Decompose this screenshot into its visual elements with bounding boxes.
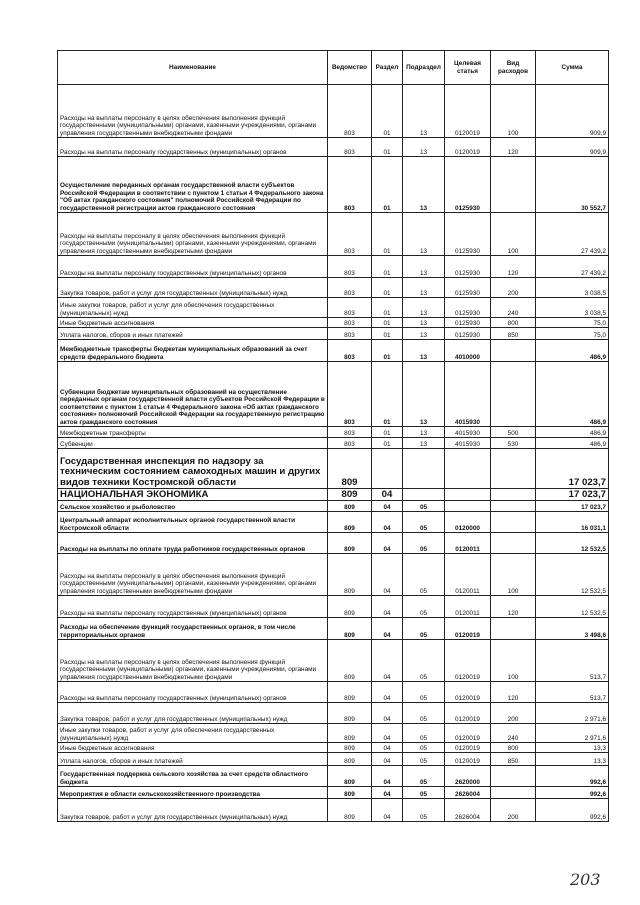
cell-razdel: 01 bbox=[372, 318, 403, 328]
cell-summa: 75,0 bbox=[536, 318, 609, 328]
cell-vid-rashodov: 240 bbox=[491, 298, 536, 318]
cell-razdel: 04 bbox=[372, 596, 403, 618]
cell-podrazdel: 05 bbox=[403, 501, 445, 512]
cell-summa: 13,3 bbox=[536, 743, 609, 753]
cell-podrazdel: 13 bbox=[403, 318, 445, 328]
cell-summa: 13,3 bbox=[536, 753, 609, 766]
cell-vid-rashodov: 200 bbox=[491, 278, 536, 298]
cell-razdel: 04 bbox=[372, 703, 403, 724]
cell-razdel: 04 bbox=[372, 799, 403, 822]
cell-podrazdel: 05 bbox=[403, 512, 445, 533]
cell-razdel: 04 bbox=[372, 682, 403, 703]
table-row bbox=[58, 138, 609, 157]
cell-name: Закупка товаров, работ и услуг для государственных (муниципальных) нужд bbox=[58, 703, 328, 724]
cell-name: Субвенции bbox=[58, 438, 328, 449]
cell-name: Закупка товаров, работ и услуг для государственных (муниципальных) нужд bbox=[58, 278, 328, 298]
table-row bbox=[58, 640, 609, 682]
handwritten-page-number: 203 bbox=[570, 870, 601, 889]
table-row bbox=[58, 213, 609, 256]
cell-celevaya-statya: 0120000 bbox=[445, 512, 491, 533]
cell-razdel: 01 bbox=[372, 278, 403, 298]
cell-name: Расходы на выплаты персоналу государственных (муниципальных) органов bbox=[58, 596, 328, 618]
cell-podrazdel: 05 bbox=[403, 753, 445, 766]
cell-podrazdel: 05 bbox=[403, 766, 445, 787]
cell-name: Государственная инспекция по надзору за техническим состоянием самоходных машин и других видов техники Костромской области bbox=[58, 449, 328, 489]
cell-vedomstvo: 809 bbox=[328, 640, 372, 682]
table-row bbox=[58, 618, 609, 640]
cell-vedomstvo: 809 bbox=[328, 533, 372, 554]
cell-vedomstvo: 809 bbox=[328, 489, 372, 501]
cell-name: Расходы на выплаты персоналу в целях обеспечения выполнения функций государственными (муниципальными) органами, казенными учреждениями, органами управления государственными внебюджетными фондами bbox=[58, 85, 328, 138]
cell-summa: 17 023,7 bbox=[536, 449, 609, 489]
header-celevaya-statya: Целевая статья bbox=[445, 51, 491, 85]
cell-podrazdel bbox=[403, 489, 445, 501]
cell-name: Закупка товаров, работ и услуг для государственных (муниципальных) нужд bbox=[58, 799, 328, 822]
cell-celevaya-statya: 2620000 bbox=[445, 766, 491, 787]
cell-podrazdel: 13 bbox=[403, 438, 445, 449]
cell-summa: 12 532,5 bbox=[536, 533, 609, 554]
cell-razdel: 04 bbox=[372, 766, 403, 787]
cell-vid-rashodov: 100 bbox=[491, 213, 536, 256]
cell-podrazdel: 13 bbox=[403, 157, 445, 213]
cell-summa: 513,7 bbox=[536, 640, 609, 682]
cell-vid-rashodov bbox=[491, 533, 536, 554]
cell-razdel: 04 bbox=[372, 743, 403, 753]
cell-podrazdel: 13 bbox=[403, 362, 445, 427]
cell-name: Расходы на выплаты персоналу государственных (муниципальных) органов bbox=[58, 138, 328, 157]
cell-summa: 3 038,5 bbox=[536, 278, 609, 298]
cell-vid-rashodov bbox=[491, 340, 536, 362]
cell-summa: 27 439,2 bbox=[536, 256, 609, 278]
cell-celevaya-statya: 2626004 bbox=[445, 787, 491, 799]
cell-summa: 12 532,5 bbox=[536, 596, 609, 618]
cell-vid-rashodov: 850 bbox=[491, 753, 536, 766]
cell-celevaya-statya: 0125930 bbox=[445, 298, 491, 318]
cell-podrazdel: 13 bbox=[403, 340, 445, 362]
cell-vid-rashodov: 530 bbox=[491, 438, 536, 449]
cell-vid-rashodov: 120 bbox=[491, 682, 536, 703]
cell-vid-rashodov: 240 bbox=[491, 724, 536, 743]
cell-name: Расходы на обеспечение функций государственных органов, в том числе территориальных органов bbox=[58, 618, 328, 640]
table-row bbox=[58, 703, 609, 724]
cell-razdel: 01 bbox=[372, 427, 403, 438]
cell-vedomstvo: 809 bbox=[328, 554, 372, 596]
cell-celevaya-statya: 0125930 bbox=[445, 213, 491, 256]
cell-vedomstvo: 809 bbox=[328, 618, 372, 640]
table-row bbox=[58, 328, 609, 340]
cell-vedomstvo: 803 bbox=[328, 138, 372, 157]
table-row bbox=[58, 489, 609, 501]
table-row bbox=[58, 799, 609, 822]
cell-podrazdel: 05 bbox=[403, 743, 445, 753]
cell-vedomstvo: 809 bbox=[328, 766, 372, 787]
header-name: Наименование bbox=[58, 51, 328, 85]
table-row bbox=[58, 85, 609, 138]
cell-celevaya-statya: 4015930 bbox=[445, 438, 491, 449]
cell-name: Расходы на выплаты персоналу в целях обеспечения выполнения функций государственными (муниципальными) органами, казенными учреждениями, органами управления государственными внебюджетными фондами bbox=[58, 554, 328, 596]
cell-razdel: 01 bbox=[372, 298, 403, 318]
cell-summa: 992,6 bbox=[536, 787, 609, 799]
cell-name: Центральный аппарат исполнительных органов государственной власти Костромской области bbox=[58, 512, 328, 533]
cell-podrazdel: 05 bbox=[403, 640, 445, 682]
cell-vedomstvo: 803 bbox=[328, 328, 372, 340]
budget-table bbox=[57, 50, 609, 822]
cell-podrazdel: 13 bbox=[403, 138, 445, 157]
cell-vedomstvo: 803 bbox=[328, 85, 372, 138]
cell-celevaya-statya: 0120019 bbox=[445, 743, 491, 753]
cell-summa: 992,6 bbox=[536, 799, 609, 822]
cell-celevaya-statya: 0120019 bbox=[445, 724, 491, 743]
cell-vedomstvo: 803 bbox=[328, 340, 372, 362]
cell-vedomstvo: 809 bbox=[328, 753, 372, 766]
cell-razdel: 04 bbox=[372, 533, 403, 554]
cell-celevaya-statya: 0125930 bbox=[445, 278, 491, 298]
cell-summa: 30 552,7 bbox=[536, 157, 609, 213]
cell-name: Расходы на выплаты персоналу в целях обеспечения выполнения функций государственными (муниципальными) органами, казенными учреждениями, органами управления государственными внебюджетными фондами bbox=[58, 640, 328, 682]
cell-vedomstvo: 803 bbox=[328, 298, 372, 318]
cell-celevaya-statya bbox=[445, 501, 491, 512]
cell-name: Межбюджетные трансферты bbox=[58, 427, 328, 438]
cell-podrazdel: 13 bbox=[403, 278, 445, 298]
table-row bbox=[58, 278, 609, 298]
cell-vid-rashodov bbox=[491, 157, 536, 213]
cell-vedomstvo: 803 bbox=[328, 278, 372, 298]
cell-summa: 2 971,6 bbox=[536, 724, 609, 743]
cell-celevaya-statya: 0125930 bbox=[445, 328, 491, 340]
header-vid-rashodov: Вид расходов bbox=[491, 51, 536, 85]
cell-razdel: 04 bbox=[372, 753, 403, 766]
table-row bbox=[58, 362, 609, 427]
cell-podrazdel: 05 bbox=[403, 799, 445, 822]
cell-name: Иные закупки товаров, работ и услуг для обеспечения государственных (муниципальных) нужд bbox=[58, 724, 328, 743]
cell-summa: 486,9 bbox=[536, 362, 609, 427]
cell-vid-rashodov bbox=[491, 618, 536, 640]
cell-razdel: 01 bbox=[372, 362, 403, 427]
cell-name: НАЦИОНАЛЬНАЯ ЭКОНОМИКА bbox=[58, 489, 328, 501]
header-vedomstvo: Ведомство bbox=[328, 51, 372, 85]
table-row bbox=[58, 438, 609, 449]
cell-vedomstvo: 809 bbox=[328, 449, 372, 489]
cell-celevaya-statya: 0125930 bbox=[445, 157, 491, 213]
cell-celevaya-statya: 4010000 bbox=[445, 340, 491, 362]
cell-summa: 486,9 bbox=[536, 427, 609, 438]
cell-podrazdel bbox=[403, 449, 445, 489]
table-row bbox=[58, 501, 609, 512]
cell-vedomstvo: 803 bbox=[328, 438, 372, 449]
cell-podrazdel: 05 bbox=[403, 596, 445, 618]
cell-celevaya-statya: 0120019 bbox=[445, 640, 491, 682]
cell-celevaya-statya: 2626004 bbox=[445, 799, 491, 822]
cell-celevaya-statya: 0120019 bbox=[445, 753, 491, 766]
cell-vedomstvo: 809 bbox=[328, 787, 372, 799]
cell-celevaya-statya: 0120019 bbox=[445, 138, 491, 157]
table-row bbox=[58, 157, 609, 213]
header-summa: Сумма bbox=[536, 51, 609, 85]
cell-podrazdel: 05 bbox=[403, 787, 445, 799]
cell-vedomstvo: 809 bbox=[328, 703, 372, 724]
cell-vid-rashodov: 100 bbox=[491, 554, 536, 596]
cell-podrazdel: 13 bbox=[403, 328, 445, 340]
cell-vedomstvo: 803 bbox=[328, 256, 372, 278]
cell-name: Уплата налогов, сборов и иных платежей bbox=[58, 753, 328, 766]
cell-name: Мероприятия в области сельскохозяйственного производства bbox=[58, 787, 328, 799]
cell-razdel: 04 bbox=[372, 554, 403, 596]
cell-summa: 12 532,5 bbox=[536, 554, 609, 596]
table-row bbox=[58, 298, 609, 318]
cell-name: Расходы на выплаты по оплате труда работников государственных органов bbox=[58, 533, 328, 554]
table-row bbox=[58, 449, 609, 489]
cell-podrazdel: 05 bbox=[403, 554, 445, 596]
table-row bbox=[58, 533, 609, 554]
cell-podrazdel: 13 bbox=[403, 427, 445, 438]
cell-podrazdel: 05 bbox=[403, 533, 445, 554]
cell-razdel: 04 bbox=[372, 618, 403, 640]
table-row bbox=[58, 596, 609, 618]
cell-name: Расходы на выплаты персоналу государственных (муниципальных) органов bbox=[58, 682, 328, 703]
cell-vid-rashodov: 120 bbox=[491, 596, 536, 618]
header-razdel: Раздел bbox=[372, 51, 403, 85]
cell-summa: 486,9 bbox=[536, 438, 609, 449]
cell-celevaya-statya: 0125930 bbox=[445, 318, 491, 328]
table-row bbox=[58, 724, 609, 743]
cell-summa: 909,9 bbox=[536, 85, 609, 138]
cell-razdel: 01 bbox=[372, 213, 403, 256]
cell-vedomstvo: 803 bbox=[328, 318, 372, 328]
cell-vid-rashodov: 120 bbox=[491, 256, 536, 278]
cell-vedomstvo: 809 bbox=[328, 743, 372, 753]
cell-vid-rashodov: 200 bbox=[491, 703, 536, 724]
cell-summa: 909,9 bbox=[536, 138, 609, 157]
cell-razdel: 04 bbox=[372, 640, 403, 682]
table-row bbox=[58, 512, 609, 533]
cell-vid-rashodov: 120 bbox=[491, 138, 536, 157]
cell-summa: 16 031,1 bbox=[536, 512, 609, 533]
budget-table-sheet bbox=[57, 50, 608, 822]
table-header-row bbox=[58, 51, 609, 85]
cell-razdel bbox=[372, 449, 403, 489]
cell-podrazdel: 13 bbox=[403, 256, 445, 278]
cell-vid-rashodov bbox=[491, 766, 536, 787]
cell-celevaya-statya bbox=[445, 489, 491, 501]
cell-vedomstvo: 803 bbox=[328, 157, 372, 213]
cell-razdel: 01 bbox=[372, 328, 403, 340]
cell-celevaya-statya bbox=[445, 449, 491, 489]
header-podrazdel: Подраздел bbox=[403, 51, 445, 85]
cell-vid-rashodov bbox=[491, 787, 536, 799]
cell-celevaya-statya: 4015930 bbox=[445, 427, 491, 438]
cell-name: Расходы на выплаты персоналу государственных (муниципальных) органов bbox=[58, 256, 328, 278]
cell-summa: 2 971,6 bbox=[536, 703, 609, 724]
cell-celevaya-statya: 0120019 bbox=[445, 618, 491, 640]
cell-razdel: 04 bbox=[372, 787, 403, 799]
cell-name: Сельское хозяйство и рыболовство bbox=[58, 501, 328, 512]
cell-celevaya-statya: 0125930 bbox=[445, 256, 491, 278]
cell-name: Государственная поддержка сельского хозяйства за счет средств областного бюджета bbox=[58, 766, 328, 787]
cell-podrazdel: 13 bbox=[403, 85, 445, 138]
cell-podrazdel: 05 bbox=[403, 682, 445, 703]
table-row bbox=[58, 340, 609, 362]
cell-name: Иные бюджетные ассигнования bbox=[58, 743, 328, 753]
cell-vid-rashodov bbox=[491, 501, 536, 512]
cell-summa: 513,7 bbox=[536, 682, 609, 703]
cell-vedomstvo: 803 bbox=[328, 362, 372, 427]
cell-razdel: 01 bbox=[372, 138, 403, 157]
cell-vid-rashodov: 100 bbox=[491, 85, 536, 138]
cell-celevaya-statya: 0120019 bbox=[445, 682, 491, 703]
cell-vedomstvo: 803 bbox=[328, 213, 372, 256]
cell-summa: 486,9 bbox=[536, 340, 609, 362]
cell-podrazdel: 05 bbox=[403, 724, 445, 743]
cell-razdel: 04 bbox=[372, 512, 403, 533]
cell-podrazdel: 05 bbox=[403, 703, 445, 724]
table-row bbox=[58, 554, 609, 596]
cell-podrazdel: 13 bbox=[403, 213, 445, 256]
cell-celevaya-statya: 0120011 bbox=[445, 554, 491, 596]
cell-vedomstvo: 809 bbox=[328, 682, 372, 703]
cell-vedomstvo: 809 bbox=[328, 501, 372, 512]
cell-vid-rashodov: 200 bbox=[491, 799, 536, 822]
cell-name: Межбюджетные трансферты бюджетам муниципальных образований за счет средств федерального бюджета bbox=[58, 340, 328, 362]
cell-celevaya-statya: 0120011 bbox=[445, 533, 491, 554]
table-row bbox=[58, 766, 609, 787]
cell-name: Уплата налогов, сборов и иных платежей bbox=[58, 328, 328, 340]
cell-podrazdel: 13 bbox=[403, 298, 445, 318]
table-row bbox=[58, 318, 609, 328]
cell-summa: 992,6 bbox=[536, 766, 609, 787]
cell-vid-rashodov bbox=[491, 512, 536, 533]
table-row bbox=[58, 743, 609, 753]
cell-razdel: 01 bbox=[372, 157, 403, 213]
cell-celevaya-statya: 0120019 bbox=[445, 85, 491, 138]
cell-summa: 17 023,7 bbox=[536, 501, 609, 512]
cell-vid-rashodov: 800 bbox=[491, 743, 536, 753]
cell-summa: 27 439,2 bbox=[536, 213, 609, 256]
cell-name: Расходы на выплаты персоналу в целях обеспечения выполнения функций государственными (муниципальными) органами, казенными учреждениями, органами управления государственными внебюджетными фондами bbox=[58, 213, 328, 256]
cell-razdel: 01 bbox=[372, 256, 403, 278]
table-row bbox=[58, 682, 609, 703]
cell-celevaya-statya: 4015930 bbox=[445, 362, 491, 427]
cell-vedomstvo: 803 bbox=[328, 427, 372, 438]
cell-vid-rashodov: 500 bbox=[491, 427, 536, 438]
cell-razdel: 04 bbox=[372, 501, 403, 512]
cell-vedomstvo: 809 bbox=[328, 724, 372, 743]
cell-name: Осуществление переданных органам государственной власти субъектов Российской Федерации в соответствии с пунктом 1 статьи 4 Федерального закона "Об актах гражданского состояния" полномочий Российской Федерации по государственной регистрации актов гражданского состояния bbox=[58, 157, 328, 213]
cell-name: Субвенции бюджетам муниципальных образований на осуществление переданных органам государственной власти субъектов Российской Федерации в соответствии с пунктом 1 статьи 4 Федерального закона «Об актах гражданского состояния» полномочий Российской Федерации на государственную регистрацию актов гражданского состояния bbox=[58, 362, 328, 427]
cell-vedomstvo: 809 bbox=[328, 512, 372, 533]
cell-razdel: 04 bbox=[372, 489, 403, 501]
cell-podrazdel: 05 bbox=[403, 618, 445, 640]
cell-name: Иные бюджетные ассигнования bbox=[58, 318, 328, 328]
cell-vedomstvo: 809 bbox=[328, 596, 372, 618]
cell-vid-rashodov bbox=[491, 449, 536, 489]
cell-summa: 17 023,7 bbox=[536, 489, 609, 501]
table-row bbox=[58, 256, 609, 278]
cell-vid-rashodov: 850 bbox=[491, 328, 536, 340]
cell-razdel: 01 bbox=[372, 340, 403, 362]
cell-vid-rashodov: 100 bbox=[491, 640, 536, 682]
cell-summa: 3 038,5 bbox=[536, 298, 609, 318]
table-row bbox=[58, 753, 609, 766]
cell-razdel: 01 bbox=[372, 438, 403, 449]
cell-vedomstvo: 809 bbox=[328, 799, 372, 822]
cell-summa: 3 498,6 bbox=[536, 618, 609, 640]
cell-vid-rashodov bbox=[491, 362, 536, 427]
cell-vid-rashodov bbox=[491, 489, 536, 501]
cell-razdel: 01 bbox=[372, 85, 403, 138]
table-row bbox=[58, 427, 609, 438]
cell-vid-rashodov: 800 bbox=[491, 318, 536, 328]
table-row bbox=[58, 787, 609, 799]
cell-celevaya-statya: 0120019 bbox=[445, 703, 491, 724]
cell-celevaya-statya: 0120011 bbox=[445, 596, 491, 618]
cell-name: Иные закупки товаров, работ и услуг для обеспечения государственных (муниципальных) нужд bbox=[58, 298, 328, 318]
cell-razdel: 04 bbox=[372, 724, 403, 743]
cell-summa: 75,0 bbox=[536, 328, 609, 340]
